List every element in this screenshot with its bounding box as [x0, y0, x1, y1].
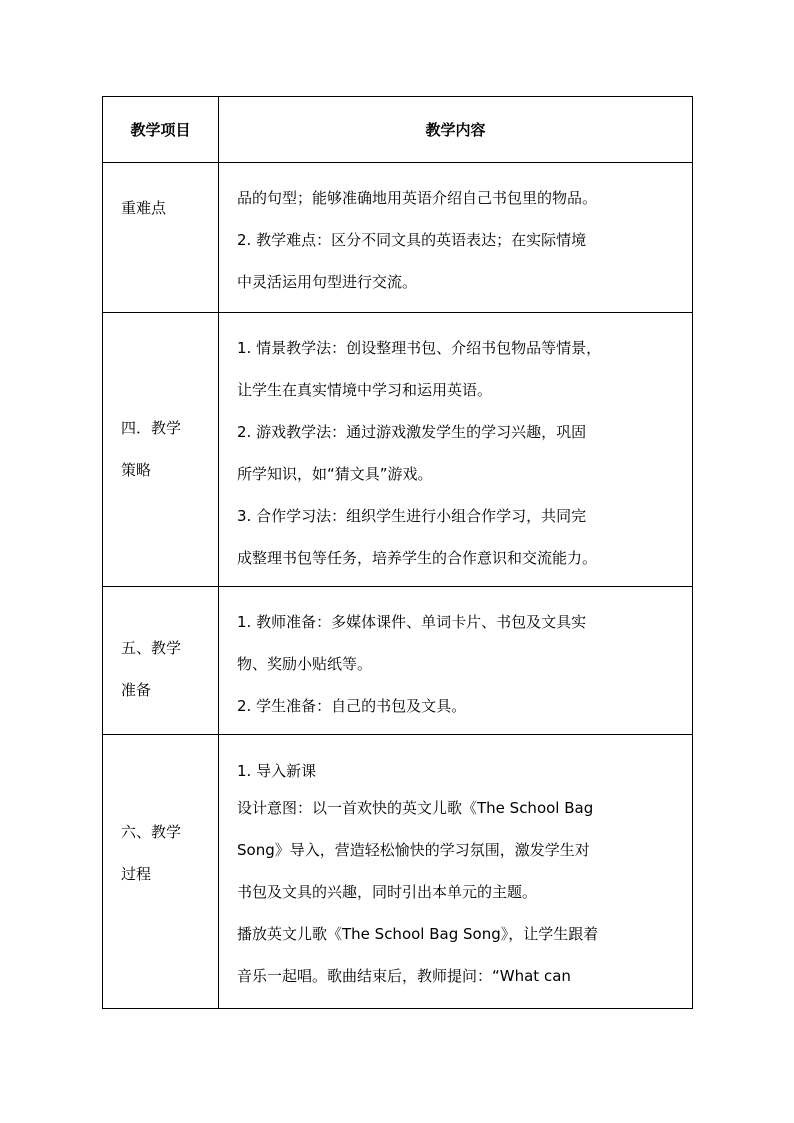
content-line: 让学生在真实情境中学习和运用英语。 — [237, 381, 493, 399]
header-content: 教学内容 — [219, 97, 693, 163]
row-label — [103, 587, 219, 735]
table-header-row — [103, 97, 693, 163]
content-line: 成整理书包等任务，培养学生的合作意识和交流能力。 — [237, 549, 598, 567]
content-line: 3. 合作学习法：组织学生进行小组合作学习，共同完 — [237, 507, 587, 525]
row-content — [219, 163, 693, 313]
content-line: 2. 学生准备：自己的书包及文具。 — [237, 697, 467, 715]
content-line: 所学知识，如“猜文具”游戏。 — [237, 465, 433, 483]
content-line: 1. 情景教学法：创设整理书包、介绍书包物品等情景， — [237, 339, 602, 357]
row-label — [103, 735, 219, 1009]
row-content — [219, 735, 693, 1009]
label-line: 五、教学 — [121, 639, 182, 657]
row-content — [219, 313, 693, 587]
content-line: 1. 导入新课 — [237, 762, 317, 780]
content-line: 2. 教学难点：区分不同文具的英语表达；在实际情境 — [237, 231, 587, 249]
content-line: 设计意图：以一首欢快的英文儿歌《The School Bag — [237, 799, 594, 817]
content-line: 2. 游戏教学法：通过游戏激发学生的学习兴趣，巩固 — [237, 423, 587, 441]
table-row — [103, 163, 693, 313]
label-line: 六、教学 — [121, 823, 182, 841]
table-row — [103, 735, 693, 1009]
content-line: 音乐一起唱。歌曲结束后，教师提问：“What can — [237, 967, 571, 985]
label-line: 策略 — [121, 461, 152, 479]
label-line: 准备 — [121, 681, 152, 699]
lesson-plan-table — [102, 96, 693, 1009]
header-item: 教学项目 — [103, 97, 219, 163]
content-line: 中灵活运用句型进行交流。 — [237, 273, 418, 291]
label-line: 过程 — [121, 865, 152, 883]
table-row — [103, 587, 693, 735]
content-line: 物、奖励小贴纸等。 — [237, 655, 373, 673]
row-content — [219, 587, 693, 735]
row-label: 重难点 — [103, 163, 219, 313]
content-line: 书包及文具的兴趣，同时引出本单元的主题。 — [237, 883, 538, 901]
table-row — [103, 313, 693, 587]
content-line: Song》导入，营造轻松愉快的学习氛围，激发学生对 — [237, 841, 590, 859]
content-line: 播放英文儿歌《The School Bag Song》，让学生跟着 — [237, 925, 599, 943]
content-line: 1. 教师准备：多媒体课件、单词卡片、书包及文具实 — [237, 613, 587, 631]
row-label — [103, 313, 219, 587]
label-line: 四．教学 — [121, 419, 182, 437]
content-line: 品的句型；能够准确地用英语介绍自己书包里的物品。 — [237, 189, 598, 207]
